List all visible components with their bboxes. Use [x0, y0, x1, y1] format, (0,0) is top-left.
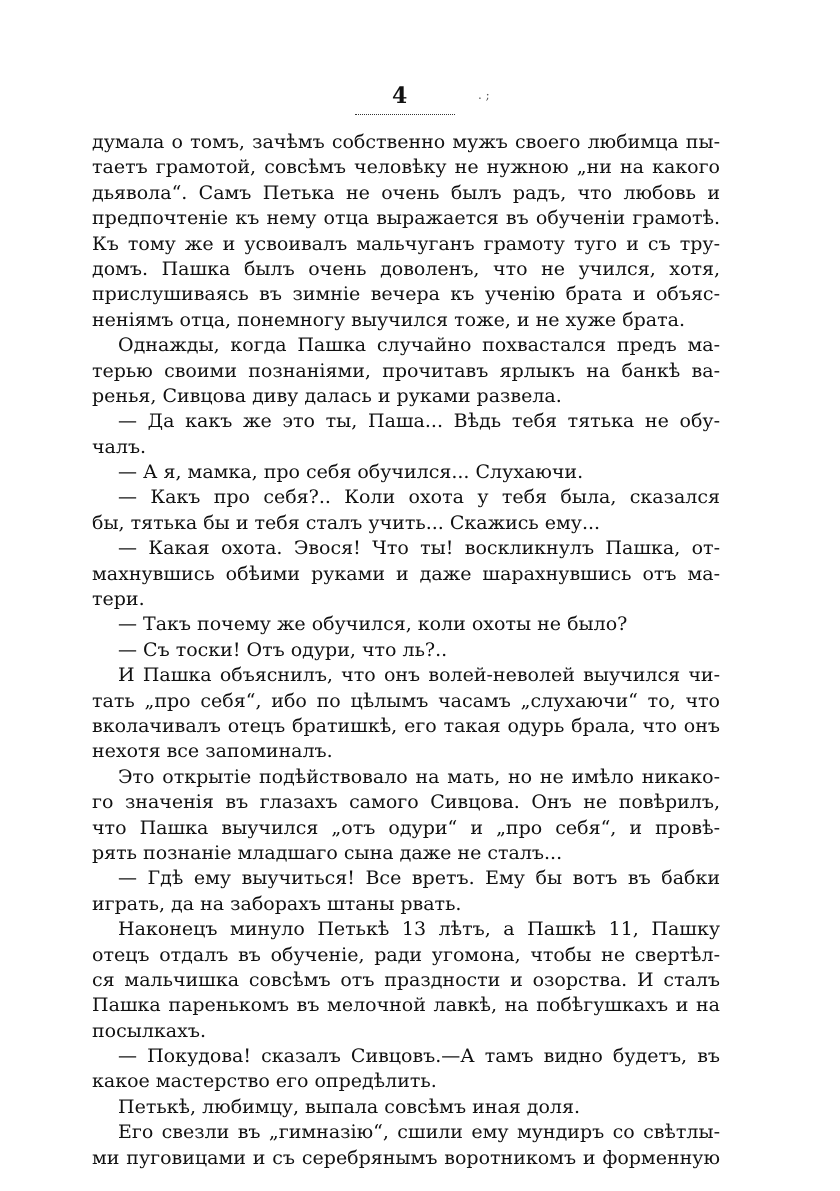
- text-line: — Съ тоски! Отъ одури, что ль?..: [118, 638, 448, 661]
- text-line: Однажды, когда Пашка случайно похвастался предъ ма-: [118, 334, 720, 357]
- text-line: ренья, Сивцова диву далась и руками развела.: [92, 384, 562, 407]
- text-line: терью своими познаніями, прочитавъ ярлыкъ на банкѣ ва-: [92, 359, 720, 382]
- text-line: ся мальчишка совсѣмъ отъ праздности и озорства. И сталъ: [92, 968, 720, 991]
- text-line: Петькѣ, любимцу, выпала совсѣмъ иная доля.: [118, 1095, 580, 1118]
- text-line: Къ тому же и усвоивалъ мальчуганъ грамоту туго и съ тру-: [92, 232, 720, 255]
- text-line: посылкахъ.: [92, 1019, 206, 1042]
- text-line: — Гдѣ ему выучиться! Все вретъ. Ему бы вотъ въ бабки: [118, 867, 720, 890]
- text-line: какое мастерство его опредѣлить.: [92, 1070, 437, 1093]
- text-line: таетъ грамотой, совсѣмъ человѣку не нужною „ни на какого: [92, 156, 720, 179]
- header-rule: [355, 114, 455, 115]
- text-line: Наконецъ минуло Петькѣ 13 лѣтъ, а Пашкѣ 11, Пашку: [118, 918, 720, 941]
- text-line: предпочтеніе къ нему отца выражается въ обученіи грамотѣ.: [92, 207, 720, 230]
- text-line: го значенія въ глазахъ самого Сивцова. Онъ не повѣрилъ,: [92, 791, 720, 814]
- page-header: [0, 84, 840, 124]
- body-text: [92, 130, 720, 1171]
- text-line: неніямъ отца, понемногу выучился тоже, и не хуже брата.: [92, 308, 686, 331]
- text-line: Это открытіе подѣйствовало на мать, но не имѣло никако-: [118, 765, 720, 788]
- text-line: рять познаніе младшаго сына даже не сталъ...: [92, 841, 563, 864]
- text-line: думала о томъ, зачѣмъ собственно мужъ своего любимца пы-: [92, 131, 720, 153]
- text-line: нехотя все запоминалъ.: [92, 740, 333, 763]
- text-line: — Да какъ же это ты, Паша... Вѣдь тебя тятька не обу-: [118, 410, 720, 433]
- text-line: тать „про себя“, ибо по цѣлымъ часамъ „слухаючи“ то, что: [92, 689, 720, 712]
- text-line: чалъ.: [92, 435, 147, 458]
- text-line: ми пуговицами и съ серебрянымъ воротникомъ и форменную: [92, 1146, 720, 1169]
- text-line: махнувшись обѣими руками и даже шарахнувшись отъ ма-: [92, 562, 720, 585]
- text-line: — Такъ почему же обучился, коли охоты не было?: [118, 613, 628, 636]
- text-line: что Пашка выучился „отъ одури“ и „про себя“, и провѣ-: [92, 816, 720, 839]
- text-line: Пашка паренькомъ въ мелочной лавкѣ, на побѣгушкахъ и на: [92, 994, 720, 1017]
- text-line: бы, тятька бы и тебя сталъ учить... Скажись ему...: [92, 511, 601, 534]
- text-line: отецъ отдалъ въ обученіе, ради угомона, чтобы не свертѣл-: [92, 943, 720, 966]
- text-line: прислушиваясь въ зимніе вечера къ ученію брата и объяс-: [92, 283, 720, 306]
- text-line: домъ. Пашка былъ очень доволенъ, что не учился, хотя,: [92, 257, 720, 280]
- text-line: — Какъ про себя?.. Коли охота у тебя была, сказался: [118, 486, 720, 509]
- text-line: Его свезли въ „гимназію“, сшили ему мундиръ со свѣтлы-: [118, 1121, 720, 1144]
- page-number: 4: [392, 83, 408, 109]
- text-line: играть, да на заборахъ штаны рвать.: [92, 892, 462, 915]
- text-line: — Покудова! сказалъ Сивцовъ.—А тамъ видно будетъ, въ: [118, 1045, 720, 1068]
- text-line: тери.: [92, 588, 145, 611]
- text-line: — А я, мамка, про себя обучился... Слухаючи.: [118, 461, 584, 484]
- text-line: вколачивалъ отецъ братишкѣ, его такая одурь брала, что онъ: [92, 714, 720, 737]
- text-line: И Пашка объяснилъ, что онъ волей-неволей выучился чи-: [118, 664, 720, 687]
- text-line: дьявола“. Самъ Петька не очень былъ радъ, что любовь и: [92, 181, 720, 204]
- text-line: — Какая охота. Эвося! Что ты! воскликнулъ Пашка, от-: [118, 537, 720, 560]
- header-mark: . ;: [478, 88, 490, 102]
